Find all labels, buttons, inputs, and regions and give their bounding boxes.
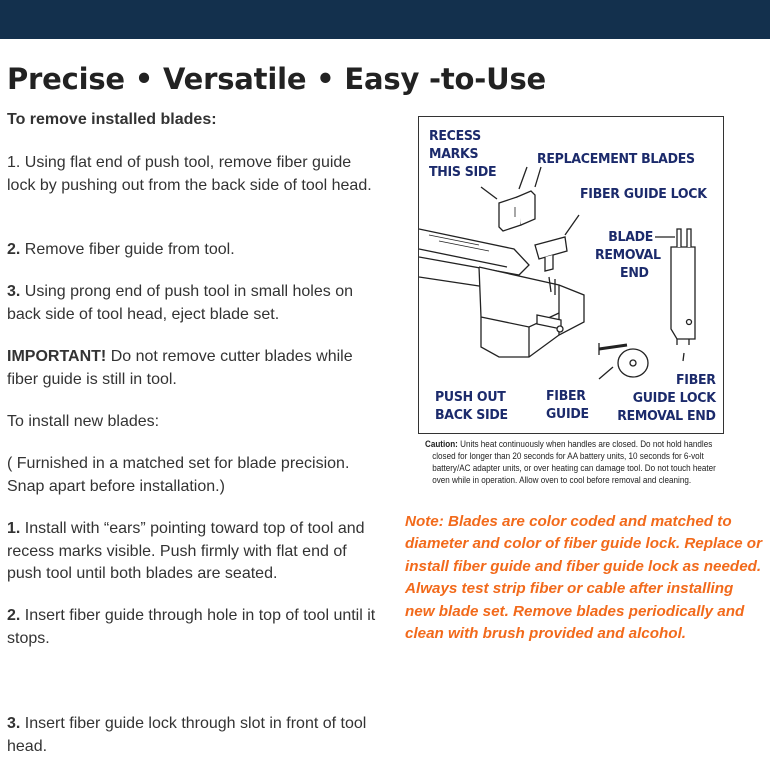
furnished-note: ( Furnished in a matched set for blade precision. Snap apart before installation.): [7, 455, 350, 495]
label-fiber-guide-lock: FIBER GUIDE LOCK: [580, 186, 707, 202]
blade-note: Note: Blades are color coded and matched to diameter and color of fiber guide lock. Replace or install fiber guide and fiber guide lock as needed. Always test strip fiber or cable after installing new blade set. Remove blades periodically and clean with brush provided and alcohol.: [405, 513, 762, 643]
remove-heading: To remove installed blades:: [7, 111, 217, 128]
label-fiber-guide: FIBER GUIDE: [546, 388, 589, 422]
remove-step-2: 2. Remove fiber guide from tool.: [7, 241, 235, 258]
label-recess-marks: RECESS MARKS THIS SIDE: [429, 128, 497, 180]
remove-step-3: 3. Using prong end of push tool in small holes on back side of tool head, eject blade set.: [7, 283, 353, 323]
install-step-3: 3. Insert fiber guide lock through slot in front of tool head.: [7, 715, 367, 755]
important-warning: IMPORTANT! Do not remove cutter blades while fiber guide is still in tool.: [7, 348, 353, 388]
install-step-1: 1. Install with “ears” pointing toward top of tool and recess marks visible. Push firmly with flat end of push tool until both blades are seated.: [7, 520, 365, 583]
label-replacement-blades: REPLACEMENT BLADES: [537, 151, 695, 167]
label-blade-removal-end: BLADE REMOVAL END: [595, 229, 661, 281]
page-title: Precise • Versatile • Easy -to-Use: [7, 62, 546, 96]
install-heading: To install new blades:: [7, 413, 160, 430]
remove-step-1: 1. Using flat end of push tool, remove fiber guide lock by pushing out from the back side of tool head.: [7, 154, 372, 194]
label-push-out-back-side: PUSH OUT BACK SIDE: [435, 389, 508, 423]
caution-text: Caution: Units heat continuously when handles are closed. Do not hold handles closed for longer than 20 seconds for AA battery units, 10 seconds for 6-volt battery/AC adapter units, or over heating can damage tool. Do not touch heater oven while in operation. Allow oven to cool before removal and cleaning.: [425, 439, 716, 485]
label-fiber-guide-lock-removal-end: FIBER GUIDE LOCK REMOVAL END: [617, 372, 716, 424]
header-bar: [0, 0, 770, 39]
install-step-2: 2. Insert fiber guide through hole in top of tool until it stops.: [7, 607, 376, 647]
blade-diagram: [418, 116, 724, 434]
